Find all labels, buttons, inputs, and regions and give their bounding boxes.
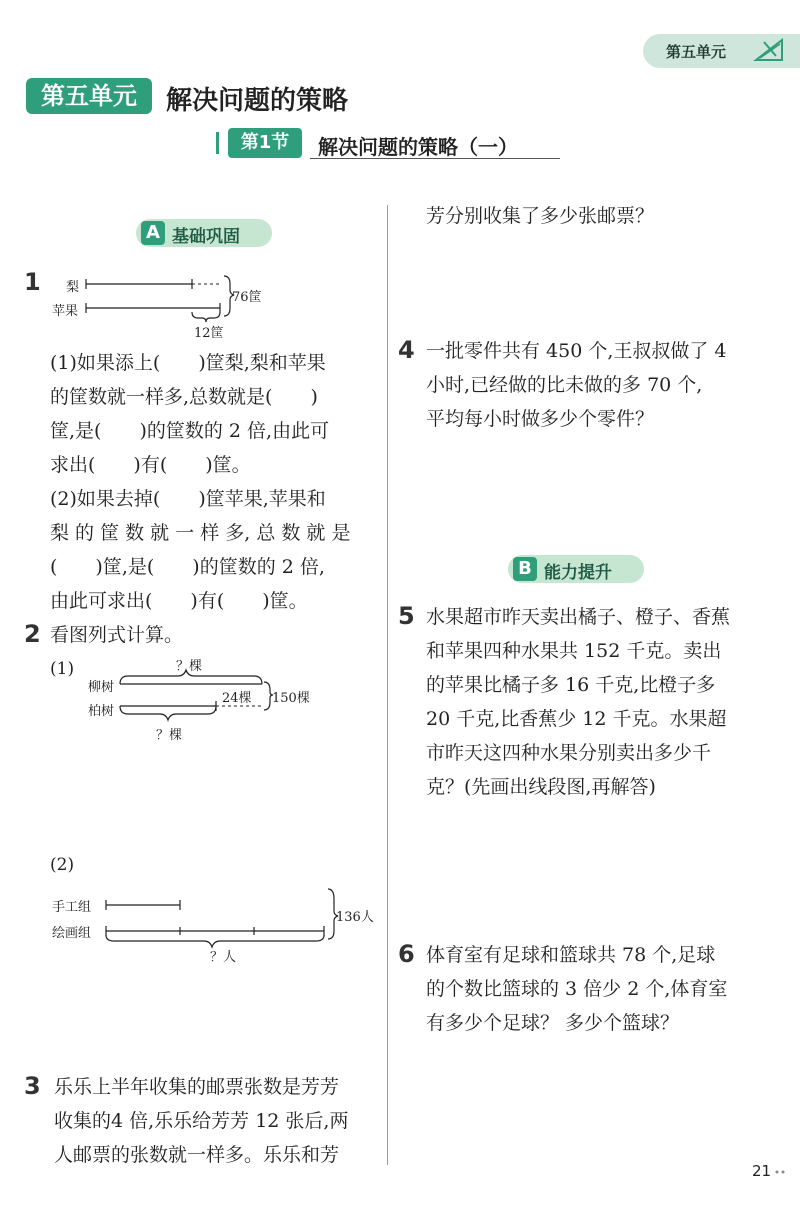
q1-line-diagram bbox=[80, 272, 240, 322]
q5-text-line: 市昨天这四种水果分别卖出多少千 bbox=[426, 742, 712, 764]
q3-text-line: 乐乐上半年收集的邮票张数是芳芳 bbox=[54, 1076, 340, 1098]
part-a-label: 基础巩固 bbox=[172, 227, 240, 247]
section-underline bbox=[310, 158, 560, 159]
diagram-label-willow: 柳树 bbox=[88, 680, 115, 695]
column-divider bbox=[387, 205, 388, 1165]
q4-text-line: 一批零件共有 450 个,王叔叔做了 4 bbox=[426, 340, 727, 362]
page-dots-icon bbox=[774, 1168, 788, 1176]
diagram-bottom-question: ？棵 bbox=[156, 728, 183, 743]
q3-continued-line: 芳分别收集了多少张邮票？ bbox=[426, 205, 655, 227]
diagram-total: 136人 bbox=[336, 910, 374, 925]
diagram-total: 76筐 bbox=[232, 290, 262, 305]
question-number: 3 bbox=[24, 1072, 41, 1100]
q1-text-line: (1)如果添上( )筐梨,梨和苹果 bbox=[50, 352, 326, 374]
q2-sub1-line-diagram bbox=[118, 668, 273, 728]
part-b-label: 能力提升 bbox=[544, 563, 612, 583]
q1-text-line: 梨 的 筐 数 就 一 样 多, 总 数 就 是 bbox=[50, 522, 351, 544]
diagram-difference: 12筐 bbox=[194, 326, 224, 341]
diagram-total: 150棵 bbox=[272, 691, 310, 706]
q4-text-line: 平均每小时做多少个零件？ bbox=[426, 408, 655, 430]
q6-text-line: 体育室有足球和篮球共 78 个,足球 bbox=[426, 944, 716, 966]
q1-text-line: 筐,是( )的筐数的 2 倍,由此可 bbox=[50, 420, 330, 442]
question-number: 6 bbox=[398, 940, 415, 968]
q5-text-line: 的苹果比橘子多 16 千克,比橙子多 bbox=[426, 674, 716, 696]
diagram-label-apple: 苹果 bbox=[52, 304, 79, 319]
q1-text-line: 由此可求出( )有( )筐。 bbox=[50, 590, 308, 612]
question-number: 4 bbox=[398, 336, 415, 364]
question-number: 2 bbox=[24, 620, 41, 648]
q2-sub1-label: (1) bbox=[50, 659, 75, 679]
diagram-difference: 24棵 bbox=[222, 691, 252, 706]
q3-text-line: 人邮票的张数就一样多。乐乐和芳 bbox=[54, 1144, 340, 1166]
diagram-bottom-question: ？人 bbox=[210, 950, 237, 965]
q5-text-line: 20 千克,比香蕉少 12 千克。水果超 bbox=[426, 708, 727, 730]
q2-sub2-label: (2) bbox=[50, 855, 75, 875]
q4-text-line: 小时,已经做的比未做的多 70 个, bbox=[426, 374, 703, 396]
q1-text-line: ( )筐,是( )的筐数的 2 倍, bbox=[50, 556, 325, 578]
diagram-label-handcraft: 手工组 bbox=[52, 900, 92, 915]
part-a-letter: A bbox=[141, 221, 165, 245]
question-number: 1 bbox=[24, 268, 41, 296]
unit-header-label: 第五单元 bbox=[666, 43, 727, 61]
diagram-top-question: ？棵 bbox=[176, 659, 203, 674]
q5-text-line: 水果超市昨天卖出橘子、橙子、香蕉 bbox=[426, 606, 731, 628]
q5-text-line: 和苹果四种水果共 152 千克。卖出 bbox=[426, 640, 722, 662]
unit-title: 解决问题的策略 bbox=[166, 86, 349, 116]
part-b-letter: B bbox=[513, 557, 537, 581]
ruler-triangle-icon bbox=[752, 36, 786, 64]
diagram-label-pear: 梨 bbox=[66, 280, 80, 295]
q1-text-line: 求出( )有( )筐。 bbox=[50, 454, 251, 476]
page-number: 21 bbox=[752, 1162, 772, 1180]
q2-sub2-line-diagram bbox=[100, 885, 340, 950]
q5-text-line: 克？(先画出线段图,再解答) bbox=[426, 776, 656, 798]
section-badge: 第1节 bbox=[228, 128, 302, 158]
diagram-label-cypress: 柏树 bbox=[88, 704, 115, 719]
section-mark bbox=[216, 132, 227, 154]
diagram-label-painting: 绘画组 bbox=[52, 926, 92, 941]
q6-text-line: 的个数比篮球的 3 倍少 2 个,体育室 bbox=[426, 978, 728, 1000]
section-title: 解决问题的策略（一） bbox=[318, 135, 518, 159]
unit-badge: 第五单元 bbox=[26, 78, 152, 114]
q2-title: 看图列式计算。 bbox=[50, 624, 184, 646]
q1-text-line: 的筐数就一样多,总数就是( ) bbox=[50, 386, 318, 408]
question-number: 5 bbox=[398, 602, 415, 630]
q3-text-line: 收集的4 倍,乐乐给芳芳 12 张后,两 bbox=[54, 1110, 349, 1132]
q1-text-line: (2)如果去掉( )筐苹果,苹果和 bbox=[50, 488, 326, 510]
q6-text-line: 有多少个足球？ 多少个篮球？ bbox=[426, 1012, 680, 1034]
